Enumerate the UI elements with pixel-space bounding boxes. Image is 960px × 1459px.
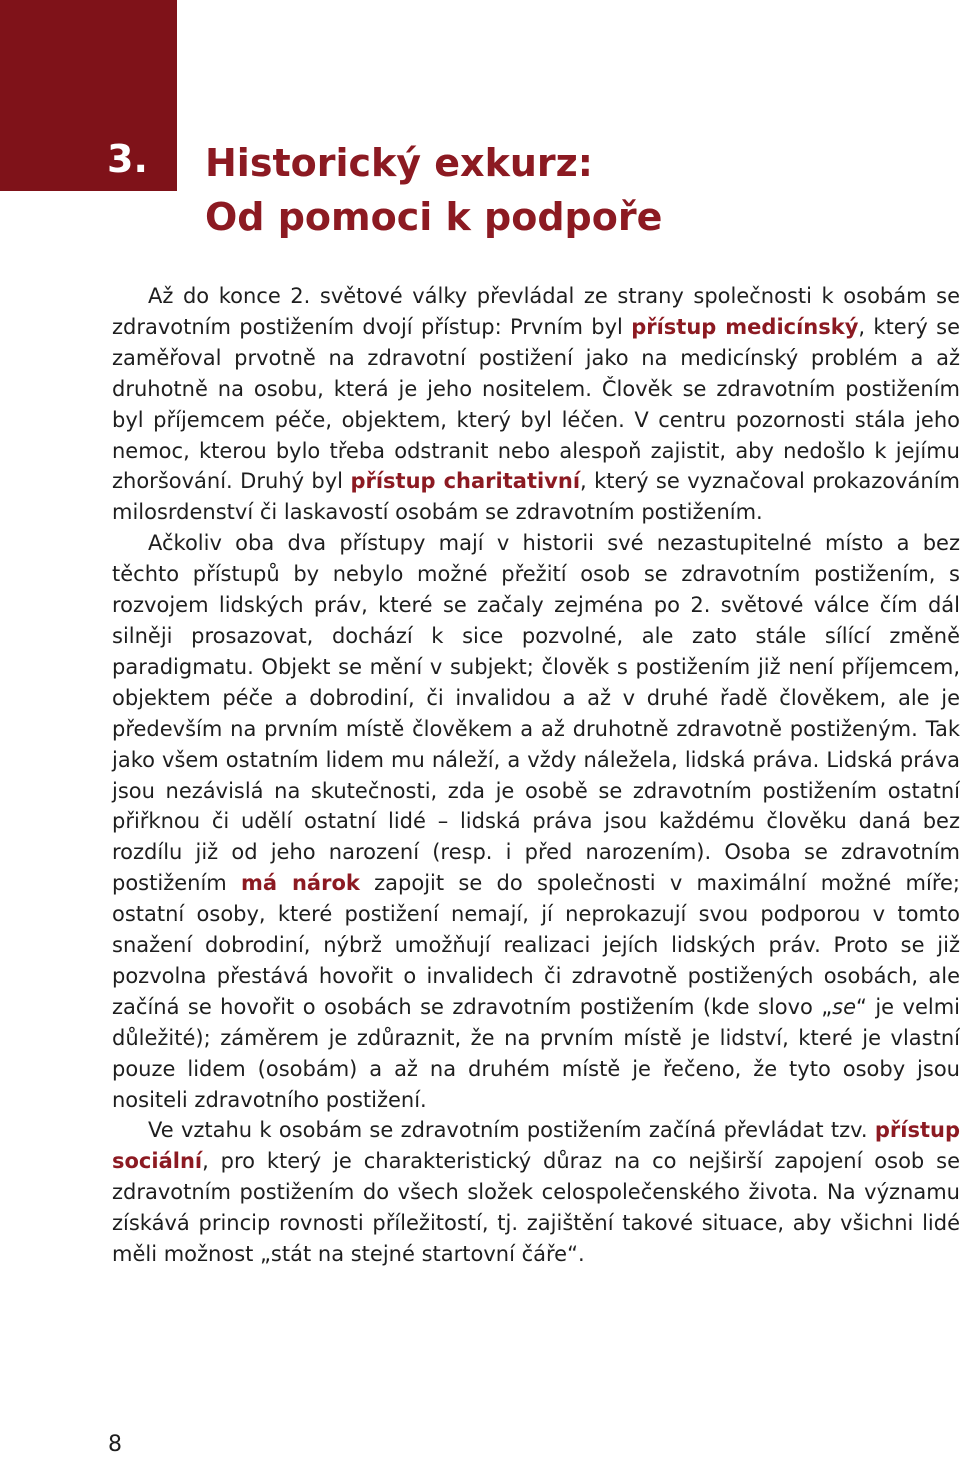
text-span: , pro který je charakteristický důraz na co nejširší zapojení osob se zdravotním postižením do všech složek celospolečenského života. Na významu získává princip rovnosti příležitostí, tj. zajištění takové situace, aby všichni lidé měli možnost „stát na stejné startovní čáře“.	[112, 1149, 960, 1267]
text-span: “ je velmi důležité); záměrem je zdůraznit, že na prvním místě je lidství, které je vlastní pouze lidem (osobám) a až na druhém místě je řečeno, že tyto osoby jsou nositeli zdravotního postižení.	[112, 994, 960, 1112]
text-span: Až do konce 2. světové války převládal ze strany společnosti k osobám se zdravotním postižením dvojí přístup: Prvním byl	[112, 284, 960, 339]
paragraph-2	[112, 528, 960, 1115]
highlight-medical-approach: přístup medicínský	[631, 314, 859, 339]
chapter-title-line-1: Historický exkurz:	[205, 141, 593, 185]
highlight-social-approach: přístup sociální	[112, 1118, 960, 1174]
body-text	[112, 281, 960, 1270]
paragraph-3	[112, 1115, 960, 1270]
paragraph-1	[112, 281, 960, 528]
emphasis-se: se	[832, 994, 857, 1019]
chapter-color-bar	[0, 0, 177, 191]
highlight-charitable-approach: přístup charitativní	[350, 469, 581, 494]
text-span: zapojit se do společnosti v maximální možné míře; ostatní osoby, které postižení nemají, jí neprokazují svou podporou v tomto snažení dobrodiní, nýbrž umožňují realizaci jejích lidských práv. Proto se již pozvolna přestává hovořit o invalidech či zdravotně postižených osobách, ale začíná se hovořit o osobách se zdravotním postižením (kde slovo „	[112, 871, 960, 1019]
chapter-number: 3.	[107, 137, 148, 181]
page-number: 8	[108, 1432, 122, 1457]
text-span: Ačkoliv oba dva přístupy mají v historii své nezastupitelné místo a bez těchto přístupů by nebylo možné přežití osob se zdravotním postižením, s rozvojem lidských práv, které se začaly zejména po 2. světové válce čím dál silněji prosazovat, dochází k sice pozvolné, ale zato stále sílící změně paradigmatu. Objekt se mění v subjekt; člověk s postižením již není příjemcem, objektem péče a dobrodiní, či invalidou a až v druhé řadě člověkem, ale je především na prvním místě člověkem a až druhotně zdravotně postiženým. Tak jako všem ostatním lidem mu náleží, a vždy náležela, lidská práva. Lidská práva jsou nezávislá na skutečnosti, zda je osobě se zdravotním postižením ostatní přiřknou či udělí ostatní lidé – lidská práva jsou každému člověku daná bez rozdílu již od jeho narození (resp. i před narozením). Osoba se zdravotním postižením	[112, 531, 960, 896]
text-span: , který se zaměřoval prvotně na zdravotní postižení jako na medicínský problém a až druhotně na osobu, která je jeho nositelem. Člověk se zdravotním postižením byl příjemcem péče, objektem, který byl léčen. V centru pozornosti stála jeho nemoc, kterou bylo třeba odstranit nebo alespoň zajistit, aby nedošlo k jejímu zhoršování. Druhý byl	[112, 314, 960, 494]
chapter-title	[205, 136, 662, 244]
chapter-title-line-2: Od pomoci k podpoře	[205, 195, 663, 239]
text-span: Ve vztahu k osobám se zdravotním postižením začíná převládat tzv.	[148, 1118, 875, 1143]
text-span: , který se vyznačoval prokazováním milosrdenství či laskavostí osobám se zdravotním postižením.	[112, 469, 960, 525]
highlight-entitled: má nárok	[241, 871, 360, 896]
